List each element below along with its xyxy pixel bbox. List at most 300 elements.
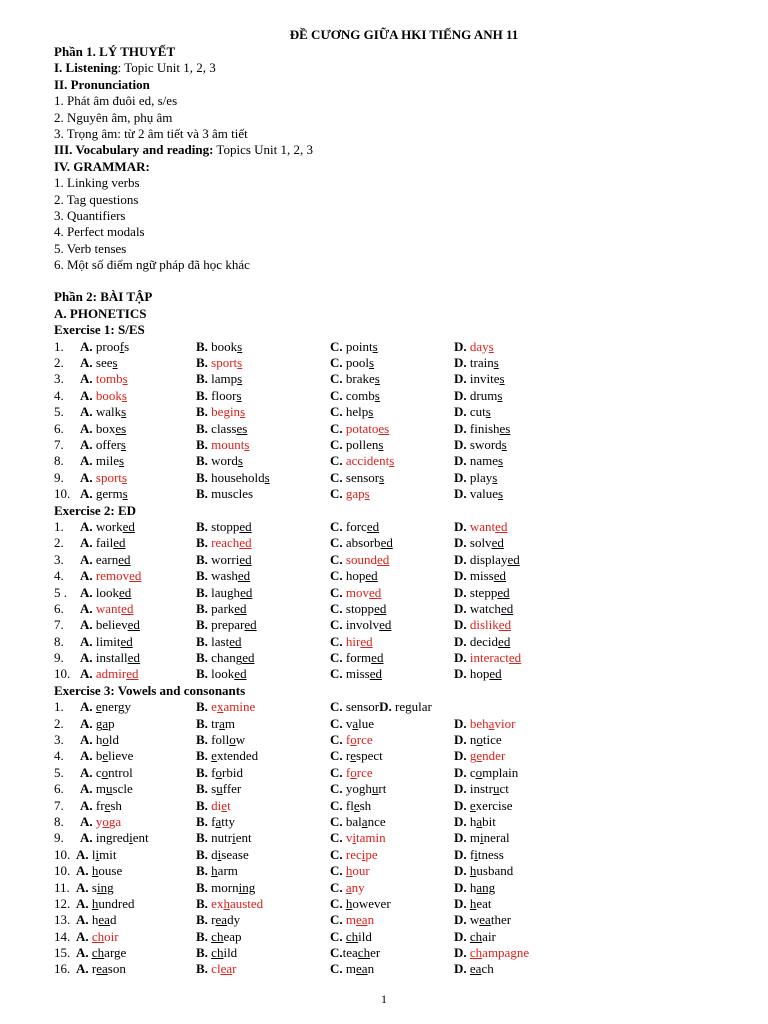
listening-text: : Topic Unit 1, 2, 3 — [117, 60, 216, 76]
option-word — [96, 421, 126, 436]
option-letter: D. — [454, 486, 467, 502]
word-part: oir — [104, 928, 119, 944]
word-part: ntrol — [108, 764, 133, 780]
word-part: fr — [95, 797, 105, 813]
question-row — [54, 830, 744, 846]
question-number: 3. — [54, 551, 64, 567]
option-a — [76, 863, 122, 879]
underlined-part: ea — [220, 961, 233, 977]
word-part: ex — [211, 895, 224, 911]
option-word — [346, 699, 379, 714]
option-word — [346, 896, 391, 911]
word-part: want — [95, 600, 122, 616]
question-number: 8. — [54, 453, 64, 469]
option-b — [196, 863, 238, 879]
word-part: f — [211, 764, 216, 780]
option-word — [346, 650, 384, 665]
option-letter: B. — [196, 797, 208, 813]
option-letter: D. — [379, 699, 392, 715]
word-part: hir — [345, 633, 361, 649]
question-number: 9. — [54, 469, 64, 485]
option-d — [454, 404, 491, 420]
option-word — [470, 453, 503, 468]
option-letter: D. — [454, 338, 467, 354]
option-letter: D. — [454, 945, 467, 961]
question-row — [54, 585, 744, 601]
underlined-part: s — [121, 404, 127, 420]
word-part: display — [469, 551, 508, 567]
option-letter: B. — [196, 846, 208, 862]
option-letter: C. — [330, 912, 343, 928]
option-d — [454, 585, 510, 601]
question-number: 14. — [54, 928, 71, 944]
word-part: ampagne — [482, 945, 530, 961]
option-letter: C. — [330, 863, 343, 879]
underlined-part: i — [480, 830, 484, 846]
underlined-part: ed — [371, 650, 384, 666]
underlined-part: o — [101, 764, 109, 780]
option-c — [330, 765, 373, 781]
word-part: dislik — [469, 617, 499, 633]
option-d — [454, 863, 513, 879]
word-part: stepp — [469, 584, 498, 600]
option-word — [346, 568, 378, 583]
question-row — [54, 716, 744, 732]
question-row — [54, 961, 744, 977]
option-word — [470, 830, 510, 845]
word-part: ct — [499, 781, 509, 797]
option-a — [80, 748, 133, 764]
option-b — [196, 601, 247, 617]
option-d — [454, 371, 505, 387]
option-c — [330, 339, 378, 355]
word-part: nder — [482, 748, 506, 764]
option-a — [80, 830, 149, 846]
underlined-part: a — [488, 715, 495, 731]
question-row — [54, 404, 744, 420]
option-word — [96, 748, 134, 763]
option-d — [454, 945, 529, 961]
option-letter: D. — [454, 748, 467, 764]
option-a — [80, 437, 126, 453]
underlined-part: ed — [379, 617, 392, 633]
underlined-part: s — [372, 338, 378, 354]
option-b — [196, 371, 242, 387]
option-c — [330, 912, 374, 928]
option-word — [470, 945, 529, 960]
word-part: ffer — [222, 781, 242, 797]
option-letter: D. — [454, 436, 467, 452]
underlined-part: o — [350, 732, 357, 748]
option-word — [96, 650, 140, 665]
option-word — [470, 519, 508, 534]
option-word — [470, 765, 518, 780]
underlined-part: ed — [369, 584, 382, 600]
word-part: tea — [342, 945, 358, 961]
option-b — [196, 945, 237, 961]
option-c — [330, 666, 382, 682]
option-letter: C. — [330, 404, 343, 420]
question-row — [54, 798, 744, 814]
word-part: word — [211, 453, 238, 469]
word-part: gap — [345, 486, 365, 502]
option-word — [211, 617, 256, 632]
question-number: 10. — [54, 666, 71, 682]
word-part: r — [211, 912, 216, 928]
option-c — [330, 617, 391, 633]
underlined-part: ed — [234, 666, 247, 682]
underlined-part: a — [102, 715, 109, 731]
word-part: book — [95, 387, 122, 403]
option-c — [330, 961, 374, 977]
word-part: finish — [469, 420, 500, 436]
option-word — [346, 585, 381, 600]
option-b — [196, 847, 249, 863]
option-letter: D. — [454, 584, 467, 600]
underlined-part: s — [368, 404, 374, 420]
word-part: r — [91, 961, 97, 977]
option-a — [80, 634, 133, 650]
option-d — [454, 912, 511, 928]
option-word — [470, 798, 513, 813]
underlined-part: i — [129, 830, 133, 846]
option-letter: B. — [196, 928, 208, 944]
underlined-part: s — [237, 355, 243, 371]
underlined-part: ed — [129, 568, 142, 584]
option-letter: D. — [454, 666, 467, 682]
underlined-part: ed — [119, 584, 132, 600]
option-word — [346, 814, 386, 829]
option-letter: A. — [76, 912, 89, 928]
question-row — [54, 535, 744, 551]
option-letter: C. — [330, 928, 343, 944]
word-part: comb — [345, 387, 375, 403]
word-part: stopp — [211, 518, 240, 534]
underlined-part: s — [501, 436, 507, 452]
option-b — [196, 929, 242, 945]
word-part: tice — [482, 732, 502, 748]
option-word — [470, 781, 509, 796]
option-word — [470, 748, 505, 763]
option-letter: A. — [80, 617, 93, 633]
option-letter: B. — [196, 961, 208, 977]
option-word — [470, 716, 516, 731]
word-part: rce — [356, 732, 373, 748]
question-number: 4. — [54, 387, 64, 403]
underlined-part: s — [498, 453, 504, 469]
word-part: sensor — [345, 469, 380, 485]
grammar-label: IV. GRAMMAR: — [54, 158, 150, 174]
underlined-part: o — [229, 732, 236, 748]
underlined-part: ed — [380, 535, 393, 551]
option-word — [96, 585, 131, 600]
option-letter: B. — [196, 584, 208, 600]
option-word — [470, 880, 495, 895]
underlined-part: s — [488, 338, 494, 354]
option-word — [211, 945, 237, 960]
option-d — [454, 535, 504, 551]
underlined-part: ed — [376, 551, 390, 567]
pronunciation-label: II. Pronunciation — [54, 76, 150, 92]
option-word — [92, 945, 126, 960]
option-letter: B. — [196, 863, 208, 879]
underlined-part: e — [104, 797, 111, 813]
option-letter: A. — [80, 469, 93, 485]
option-a — [80, 421, 126, 437]
word-part: cut — [469, 404, 486, 420]
option-letter: C. — [330, 830, 343, 846]
word-part: f — [469, 846, 475, 862]
option-a — [80, 404, 126, 420]
option-letter: B. — [196, 617, 208, 633]
word-part: play — [469, 469, 493, 485]
word-part: f — [211, 813, 216, 829]
option-letter: B. — [196, 338, 208, 354]
option-c — [330, 748, 383, 764]
option-word — [470, 552, 520, 567]
word-part: believ — [95, 617, 128, 633]
option-b — [196, 421, 247, 437]
option-word — [211, 552, 251, 567]
question-number: 4. — [54, 748, 64, 764]
underlined-part: ed — [237, 568, 251, 584]
option-word — [211, 535, 251, 550]
option-word — [211, 650, 254, 665]
word-part: s — [211, 781, 217, 797]
underlined-part: h — [345, 863, 353, 879]
word-part: tr — [211, 715, 220, 731]
option-b — [196, 470, 270, 486]
question-number: 2. — [54, 355, 64, 371]
option-word — [96, 404, 126, 419]
option-letter: D. — [454, 633, 467, 649]
word-part: sound — [345, 551, 377, 567]
question-row — [54, 863, 744, 879]
option-a — [80, 486, 128, 502]
word-part: son — [107, 961, 126, 977]
option-word: regular — [395, 699, 432, 715]
option-b — [196, 699, 255, 715]
word-part: help — [345, 404, 369, 420]
underlined-part: es — [115, 420, 127, 436]
option-d — [454, 666, 502, 682]
word-part: brake — [345, 371, 375, 387]
option-word — [346, 339, 378, 354]
question-row — [54, 650, 744, 666]
underlined-part: h — [91, 895, 99, 911]
pronunciation-item: 2. Nguyên âm, phụ âm — [54, 109, 173, 125]
option-c — [330, 732, 373, 748]
underlined-part: ed — [507, 551, 520, 567]
word-part: r — [345, 748, 351, 764]
option-word — [211, 961, 236, 976]
option-word — [92, 896, 135, 911]
word-part: household — [211, 469, 265, 485]
underlined-part: e — [95, 699, 102, 715]
underlined-part: s — [379, 469, 385, 485]
option-a — [80, 568, 141, 584]
underlined-part: ea — [215, 912, 228, 928]
option-letter: D. — [454, 813, 467, 829]
vocab-label: III. Vocabulary and reading: — [54, 142, 214, 158]
word-part: drum — [469, 387, 498, 403]
option-letter: D. — [454, 879, 467, 895]
underlined-part: ed — [239, 518, 252, 534]
option-a — [80, 535, 126, 551]
option-letter: C. — [330, 453, 343, 469]
word-part: work — [95, 518, 123, 534]
word-part: eap — [223, 928, 242, 944]
word-part: muscles — [211, 486, 254, 502]
word-part: chang — [211, 650, 243, 666]
word-part: involv — [345, 617, 380, 633]
underlined-part: i — [361, 846, 366, 862]
option-word — [211, 765, 243, 780]
question-number: 8. — [54, 633, 64, 649]
option-word — [211, 814, 235, 829]
word-part: ild — [223, 945, 238, 961]
option-letter: D. — [454, 863, 467, 879]
option-word — [470, 634, 510, 649]
option-word — [96, 732, 119, 747]
option-letter: D. — [454, 404, 467, 420]
word-part: morn — [211, 879, 239, 895]
phonetics-heading: A. PHONETICS — [54, 305, 147, 321]
option-letter: C. — [330, 436, 343, 452]
word-part: d — [211, 846, 218, 862]
option-word — [346, 634, 373, 649]
option-letter: B. — [196, 387, 208, 403]
option-word — [470, 568, 506, 583]
option-a — [76, 880, 114, 896]
word-part: look — [211, 666, 235, 682]
question-number: 2. — [54, 715, 64, 731]
word-part: v — [345, 715, 353, 731]
page-number: 1 — [381, 992, 387, 1006]
option-letter: B. — [196, 895, 208, 911]
word-part: value — [469, 486, 499, 502]
word-part: s — [91, 879, 97, 895]
underlined-part: h — [223, 895, 230, 911]
word-part: xercise — [475, 797, 513, 813]
question-row — [54, 601, 744, 617]
question-number: 7. — [54, 797, 64, 813]
option-letter: A. — [80, 338, 93, 354]
underlined-part: ch — [211, 928, 224, 944]
underlined-part: e — [476, 748, 483, 764]
option-word — [470, 404, 491, 419]
word-part: g — [95, 715, 103, 731]
option-letter: A. — [76, 879, 89, 895]
word-part: bal — [345, 813, 362, 829]
option-c — [330, 552, 389, 568]
underlined-part: ch — [345, 928, 359, 944]
word-part: instr — [469, 781, 494, 797]
option-letter: C. — [330, 764, 343, 780]
word-part: dy — [227, 912, 241, 928]
option-word — [343, 945, 381, 960]
option-a — [80, 814, 121, 830]
option-letter: D. — [454, 961, 467, 977]
option-word — [346, 830, 386, 845]
word-part: park — [211, 600, 235, 616]
option-a — [80, 617, 140, 633]
underlined-part: s — [244, 436, 250, 452]
option-word — [211, 519, 251, 534]
option-letter: D. — [454, 355, 467, 371]
option-word — [346, 535, 393, 550]
question-number: 9. — [54, 830, 64, 846]
question-number: 8. — [54, 813, 64, 829]
option-letter: A. — [76, 895, 89, 911]
underlined-part: ed — [239, 551, 252, 567]
option-word — [346, 453, 394, 468]
option-word — [96, 371, 128, 386]
option-a — [80, 470, 127, 486]
option-b — [196, 552, 252, 568]
option-d — [454, 388, 502, 404]
question-row — [54, 453, 744, 469]
option-letter: C. — [330, 338, 343, 354]
option-word — [470, 912, 511, 927]
word-part: f — [345, 764, 351, 780]
underlined-part: s — [499, 371, 505, 387]
option-letter: C. — [330, 895, 343, 911]
option-letter: A. — [80, 699, 93, 715]
word-part: er — [370, 945, 381, 961]
option-d — [454, 929, 496, 945]
word-part: vior — [494, 715, 516, 731]
option-letter: B. — [196, 666, 208, 682]
option-word — [470, 339, 494, 354]
underlined-part: ed — [121, 600, 134, 616]
exercises-heading: Phần 2: BÀI TẬP — [54, 289, 153, 305]
underlined-part: ed — [365, 568, 378, 584]
option-letter: B. — [196, 912, 208, 928]
option-d — [454, 453, 503, 469]
listening-line — [54, 60, 744, 76]
underlined-part: h — [469, 863, 477, 879]
option-c — [330, 880, 365, 896]
option-word — [211, 421, 247, 436]
option-word — [96, 716, 115, 731]
question-number: 10. — [54, 846, 71, 862]
option-word — [346, 519, 379, 534]
option-letter: A. — [80, 486, 93, 502]
option-letter: A. — [80, 830, 93, 846]
option-b — [196, 732, 245, 748]
underlined-part: es — [236, 420, 248, 436]
word-part: miss — [469, 568, 494, 584]
option-letter: C. — [330, 584, 343, 600]
option-word — [211, 470, 270, 485]
word-part: lue — [358, 715, 375, 731]
option-letter: C. — [330, 650, 343, 666]
word-part: book — [211, 338, 238, 354]
option-letter: C. — [330, 633, 343, 649]
option-word — [211, 404, 245, 419]
option-letter: C. — [330, 699, 343, 715]
underlined-part: es — [499, 420, 511, 436]
grammar-item: 4. Perfect modals — [54, 224, 145, 240]
grammar-item: 1. Linking verbs — [54, 175, 140, 191]
option-letter: A. — [80, 781, 93, 797]
question-number: 5. — [54, 404, 64, 420]
option-letter: D. — [454, 764, 467, 780]
word-part: n — [469, 732, 477, 748]
option-letter: D. — [454, 371, 467, 387]
option-letter: C. — [330, 715, 343, 731]
